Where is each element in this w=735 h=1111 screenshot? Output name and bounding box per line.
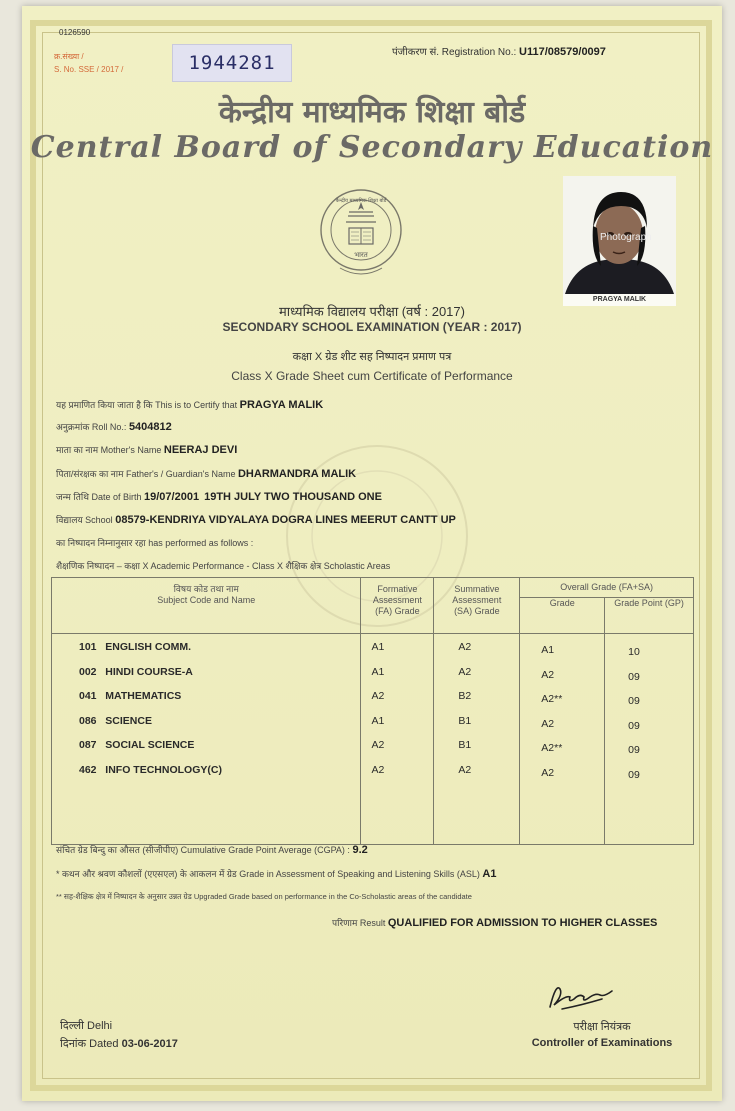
serial-stamp-line2: S. No. SSE / 2017 / <box>54 65 124 74</box>
serial-stamp-line1: क्र.संख्या / <box>54 52 84 61</box>
subject-row: 101 ENGLISH COMM. <box>79 641 192 653</box>
signature-icon <box>542 979 632 1015</box>
result-label: परिणाम Result <box>332 918 386 928</box>
certificate-title-english: Class X Grade Sheet cum Certificate of Performance <box>231 369 513 383</box>
mother-name: NEERAJ DEVI <box>163 444 238 456</box>
mother-line <box>56 443 237 456</box>
subject-row: 086 SCIENCE <box>79 714 152 727</box>
candidate-name: PRAGYA MALIK <box>239 399 324 411</box>
sa-header-line2: Assessment <box>452 595 502 605</box>
overall-grade-column <box>520 634 605 845</box>
result-value: QUALIFIED FOR ADMISSION TO HIGHER CLASSES <box>387 917 658 929</box>
result-line <box>332 916 657 929</box>
father-line <box>56 467 356 480</box>
sa-grade: B1 <box>458 739 472 752</box>
fa-header-line2: Assessment <box>372 595 422 605</box>
roll-label: अनुक्रमांक Roll No.: <box>56 422 127 432</box>
cgpa-value: 9.2 <box>352 844 368 856</box>
control-number: 0126590 <box>59 28 91 37</box>
controller-english: Controller of Examinations <box>531 1037 673 1049</box>
subject-header-english: Subject Code and Name <box>157 595 256 605</box>
overall-grade: A2 <box>541 766 555 779</box>
controller-hindi: परीक्षा नियंत्रक <box>573 1021 631 1033</box>
date-label: दिनांक Dated <box>60 1038 119 1050</box>
academic-line: शैक्षणिक निष्पादन – कक्षा X Academic Performance - Class X शैक्षिक क्षेत्र Scholastic Areas <box>56 561 391 571</box>
overall-grade: A1 <box>541 644 555 656</box>
school-label: विद्यालय School <box>56 515 113 525</box>
dob-words: 19TH JULY TWO THOUSAND ONE <box>204 491 382 503</box>
upgraded-note: ** सह-शैक्षिक क्षेत्र में निष्पादन के अनुसार उन्नत ग्रेड Upgraded Grade based on performance in the Co-Scholastic areas of the candidate <box>56 892 472 901</box>
sa-header-line3: (SA) Grade <box>454 606 500 616</box>
registration <box>392 44 606 58</box>
asl-line <box>56 867 496 880</box>
sa-header <box>434 578 520 634</box>
dob-label: जन्म तिथि Date of Birth <box>56 492 142 502</box>
subject-row: 041 MATHEMATICS <box>79 690 182 703</box>
grade-point: 09 <box>628 695 640 708</box>
exam-title-hindi: माध्यमिक विद्यालय परीक्षा (वर्ष : 2017) <box>279 304 465 319</box>
certify-label: यह प्रमाणित किया जाता है कि This is to Certify that <box>56 400 238 410</box>
sa-grade: B2 <box>458 690 472 703</box>
roll-line <box>56 420 172 433</box>
subject-header <box>52 578 361 634</box>
sa-grade: A2 <box>458 641 472 653</box>
subject-header-hindi: विषय कोड तथा नाम <box>173 584 239 594</box>
sa-grade: B1 <box>458 714 472 727</box>
roll-number: 5404812 <box>128 421 172 433</box>
date-line <box>60 1036 178 1051</box>
fa-grade: A2 <box>371 739 385 752</box>
overall-grade: A2 <box>541 668 555 681</box>
fa-header <box>361 578 434 634</box>
serial-number-box: 1944281 <box>172 44 292 82</box>
father-label: पिता/संरक्षक का नाम Father's / Guardian's Name <box>56 469 236 479</box>
mother-label: माता का नाम Mother's Name <box>56 445 162 455</box>
subjects-column <box>52 634 361 845</box>
place: दिल्ली Delhi <box>60 1020 113 1032</box>
photo-name: PRAGYA MALIK <box>592 296 647 303</box>
cgpa-label: संचित ग्रेड बिन्दु का औसत (सीजीपीए) Cumulative Grade Point Average (CGPA) : <box>56 845 350 855</box>
board-title-english: Central Board of Secondary Education <box>30 130 714 165</box>
dob-value: 19/07/2001 <box>144 491 200 503</box>
father-name: DHARMANDRA MALIK <box>237 468 357 480</box>
overall-header: Overall Grade (FA+SA) <box>520 578 694 598</box>
fa-header-line3: (FA) Grade <box>375 606 420 616</box>
fa-grade: A1 <box>371 641 385 653</box>
registration-number: U117/08579/0097 <box>519 46 606 58</box>
certificate-title-hindi: कक्षा X ग्रेड शीट सह निष्पादन प्रमाण पत्र <box>292 351 452 363</box>
fa-column <box>361 634 434 845</box>
grade-point: 09 <box>628 744 640 757</box>
overall-grade: A2** <box>541 693 563 706</box>
sa-grade: A2 <box>458 665 472 678</box>
school-name: 08579-KENDRIYA VIDYALAYA DOGRA LINES MEERUT CANTT UP <box>115 514 456 526</box>
registration-label: पंजीकरण सं. Registration No.: <box>392 47 517 58</box>
photo-watermark: Photograph <box>600 232 652 243</box>
serial-stamp <box>54 50 123 76</box>
overall-grade: A2 <box>541 717 555 730</box>
date-value: 03-06-2017 <box>121 1038 178 1050</box>
asl-label: * कथन और श्रवण कौशलों (एएसएल) के आकलन में ग्रेड Grade in Assessment of Speaking and Listening Skills (ASL) <box>56 869 480 879</box>
emblem-text: केन्द्रीय माध्यमिक शिक्षा बोर्ड <box>335 198 387 204</box>
asl-grade: A1 <box>482 868 497 880</box>
board-title-hindi: केन्द्रीय माध्यमिक शिक्षा बोर्ड <box>218 95 526 130</box>
subject-row: 462 INFO TECHNOLOGY(C) <box>79 763 222 776</box>
fa-grade: A2 <box>371 690 385 703</box>
exam-title-english: SECONDARY SCHOOL EXAMINATION (YEAR : 2017) <box>222 320 522 334</box>
fa-grade: A1 <box>371 714 385 727</box>
certificate-paper <box>22 6 722 1101</box>
fa-grade: A2 <box>371 763 385 776</box>
grade-point: 10 <box>628 646 640 658</box>
grade-point: 09 <box>628 719 640 732</box>
grade-header: Grade <box>520 598 605 634</box>
grade-point-column <box>605 634 694 845</box>
overall-grade: A2** <box>541 742 563 755</box>
fa-header-line1: Formative <box>377 584 418 594</box>
school-line <box>56 513 456 526</box>
cbse-emblem-icon <box>318 182 404 288</box>
grade-point: 09 <box>628 768 640 781</box>
sa-column <box>434 634 520 845</box>
performed-line: का निष्पादन निम्नानुसार रहा has performed as follows : <box>56 538 254 548</box>
emblem-bharat: भारत <box>354 251 368 259</box>
cgpa-line <box>56 843 368 856</box>
sa-grade: A2 <box>458 763 472 776</box>
grades-table <box>51 577 694 845</box>
certify-line <box>56 398 323 411</box>
gp-header: Grade Point (GP) <box>605 598 694 634</box>
fa-grade: A1 <box>371 665 385 678</box>
sa-header-line1: Summative <box>454 584 500 594</box>
subject-row: 087 SOCIAL SCIENCE <box>79 739 195 752</box>
grade-point: 09 <box>628 670 640 683</box>
subject-row: 002 HINDI COURSE-A <box>79 665 193 678</box>
dob-line <box>56 490 382 503</box>
